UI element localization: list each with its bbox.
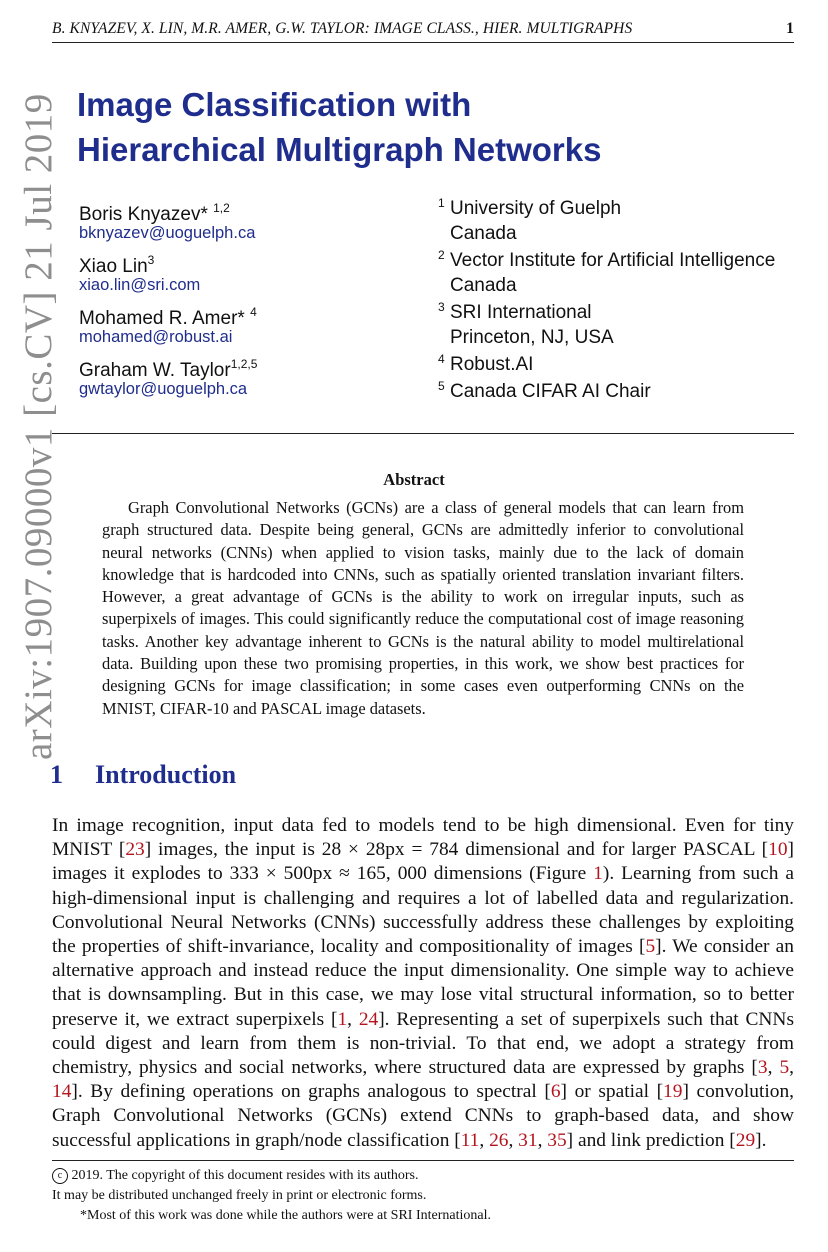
citation-link[interactable]: 6 — [550, 1081, 561, 1103]
author-name: Xiao Lin$^3$ — [79, 253, 155, 277]
affiliation — [438, 248, 775, 298]
body-text: ]. By defining operations on graphs analogous to spectral [ — [71, 1081, 551, 1103]
author-block — [79, 300, 257, 352]
citation-link[interactable]: 24 — [358, 1008, 379, 1030]
citation-link[interactable]: 3 — [757, 1057, 768, 1079]
body-text: , — [347, 1008, 359, 1030]
body-text: ]. — [755, 1129, 767, 1151]
author-email-link[interactable]: gwtaylor@uoguelph.ca — [79, 380, 248, 398]
body-text: ). Learning from such a high-dimensional input is challenging and requires a lot of labelled data and regularization. Convolutional Neural Networks (CNNs) successfully address these challenges by exploiting the properties of shift-invariance, locality and compositionality of images [ — [52, 863, 794, 958]
copyright-line: c 2019. The copyright of this document resides with its authors. — [52, 1166, 491, 1186]
footnote — [52, 1166, 491, 1226]
divider — [52, 433, 794, 434]
author-name: Graham W. Taylor$^{1,2,5}$ — [79, 357, 258, 381]
author-affil-sup: 3 — [147, 253, 155, 267]
citation-link[interactable]: 35 — [547, 1129, 567, 1151]
affiliation-line: SRI International — [450, 302, 592, 323]
affiliation-line: Canada CIFAR AI Chair — [450, 381, 651, 402]
citation-link[interactable]: 19 — [663, 1081, 683, 1103]
body-text: ]. Representing a set of superpixels such that CNNs could digest and learn from them is non-trivial. To that end, we adopt a strategy from chemistry, physics and social networks, where structured data are expressed by graphs [ — [52, 1008, 794, 1079]
author-list — [79, 196, 257, 404]
author-block — [79, 196, 257, 248]
affiliation — [438, 352, 775, 377]
author-affil-sup: 1,2,5 — [230, 357, 258, 371]
section-number: 1 — [50, 760, 63, 789]
affiliation-line: Canada — [450, 275, 517, 296]
citation-link[interactable]: 5 — [645, 936, 656, 958]
body-text: , — [767, 1057, 780, 1079]
affiliation-number: 5 — [438, 379, 445, 393]
affiliation-line: Canada — [450, 223, 517, 244]
affiliation-line: Robust.AI — [450, 354, 534, 375]
body-text: , — [508, 1129, 519, 1151]
affiliation — [438, 300, 775, 350]
body-text: In image recognition, input data fed to models tend to be high dimensional. Even for tiny MNIST [ — [52, 815, 794, 861]
page-number: 1 — [786, 20, 794, 37]
body-text: ] or spatial [ — [560, 1081, 664, 1103]
running-head-text: B. KNYAZEV, X. LIN, M.R. AMER, G.W. TAYLOR: IMAGE CLASS., HIER. MULTIGRAPHS — [52, 20, 633, 37]
author-name: Mohamed R. Amer* $^4$ — [79, 305, 257, 329]
distribution-line: It may be distributed unchanged freely in print or electronic forms. — [52, 1188, 427, 1203]
abstract-text: Graph Convolutional Networks (GCNs) are a class of general models that can learn from graph structured data. Despite being general, GCNs are admittedly inferior to convolutional neural networks (CNNs) when applied to vision tasks, mainly due to the lack of domain knowledge that is hardcoded into CNNs, such as spatially oriented translation invariant filters. However, a great advantage of GCNs is the ability to work on irregular inputs, such as superpixels of images. This could significantly reduce the computational cost of image reasoning tasks. Another key advantage inherent to GCNs is the natural ability to model multirelational data. Building upon these two promising properties, in this work, we show best practices for designing GCNs for image classification; in some cases even outperforming CNNs on the MNIST, CIFAR-10 and PASCAL image datasets. — [102, 498, 744, 718]
citation-link[interactable]: 1 — [593, 863, 603, 885]
body-text: , — [537, 1129, 548, 1151]
body-text: ] images it explodes to 333 × 500px ≈ 165, 000 dimensions (Figure — [52, 839, 794, 885]
body-text: ] images, the input is 28 × 28px = 784 dimensional and for larger PASCAL [ — [144, 839, 769, 861]
affiliation-number: 2 — [438, 248, 445, 262]
body-text: , — [789, 1057, 794, 1079]
citation-link[interactable]: 1 — [337, 1008, 348, 1030]
affiliation-line: Vector Institute for Artificial Intelligence — [450, 250, 776, 271]
body-text: ] convolution, Graph Convolutional Networks (GCNs) extend CNNs to graph-based data, and show successful applications in graph/node classification [ — [52, 1081, 794, 1151]
citation-link[interactable]: 5 — [779, 1057, 790, 1079]
running-header — [52, 20, 794, 43]
affiliation-number: 3 — [438, 300, 445, 314]
affiliation-list — [438, 196, 775, 406]
author-email-link[interactable]: xiao.lin@sri.com — [79, 276, 201, 294]
citation-link[interactable]: 31 — [518, 1129, 538, 1151]
author-affil-sup: 1,2 — [213, 201, 230, 215]
author-email-link[interactable]: mohamed@robust.ai — [79, 328, 233, 346]
affiliation-line: Princeton, NJ, USA — [450, 327, 614, 348]
paper-title — [77, 82, 777, 172]
abstract-heading: Abstract — [383, 470, 445, 489]
author-block — [79, 248, 257, 300]
author-email-link[interactable]: bknyazev@uoguelph.ca — [79, 224, 256, 242]
sri-note: *Most of this work was done while the authors were at SRI International. — [80, 1208, 491, 1223]
title-line: Image Classification with — [77, 86, 472, 123]
affiliation-line: University of Guelph — [450, 198, 622, 219]
author-block — [79, 352, 257, 404]
citation-link[interactable]: 11 — [460, 1129, 480, 1151]
body-text: , — [479, 1129, 490, 1151]
body-text: ] and link prediction [ — [566, 1129, 736, 1151]
citation-link[interactable]: 10 — [768, 839, 788, 861]
author-name: Boris Knyazev* $^{1,2}$ — [79, 201, 230, 225]
author-affil-sup: 4 — [250, 305, 257, 319]
section-title: Introduction — [95, 760, 237, 789]
citation-link[interactable]: 14 — [52, 1081, 72, 1103]
affiliation — [438, 196, 775, 246]
body-text: ]. We consider an alternative approach and instead reduce the input dimensionality. One simple way to achieve that is downsampling. But in this case, we may lose vital structural information, so to better preserve it, we extract superpixels [ — [52, 936, 794, 1030]
footnote-divider — [52, 1160, 794, 1161]
introduction-paragraph — [52, 814, 794, 1153]
title-line: Hierarchical Multigraph Networks — [77, 131, 602, 168]
arxiv-stamp: arXiv:1907.09000v1 [cs.CV] 21 Jul 2019 — [17, 93, 60, 760]
copyright-icon: c — [52, 1168, 68, 1184]
citation-link[interactable]: 29 — [735, 1129, 756, 1151]
affiliation-number: 1 — [438, 196, 445, 210]
affiliation-number: 4 — [438, 352, 445, 366]
citation-link[interactable]: 26 — [489, 1129, 509, 1151]
affiliation — [438, 379, 775, 404]
citation-link[interactable]: 23 — [125, 839, 145, 861]
